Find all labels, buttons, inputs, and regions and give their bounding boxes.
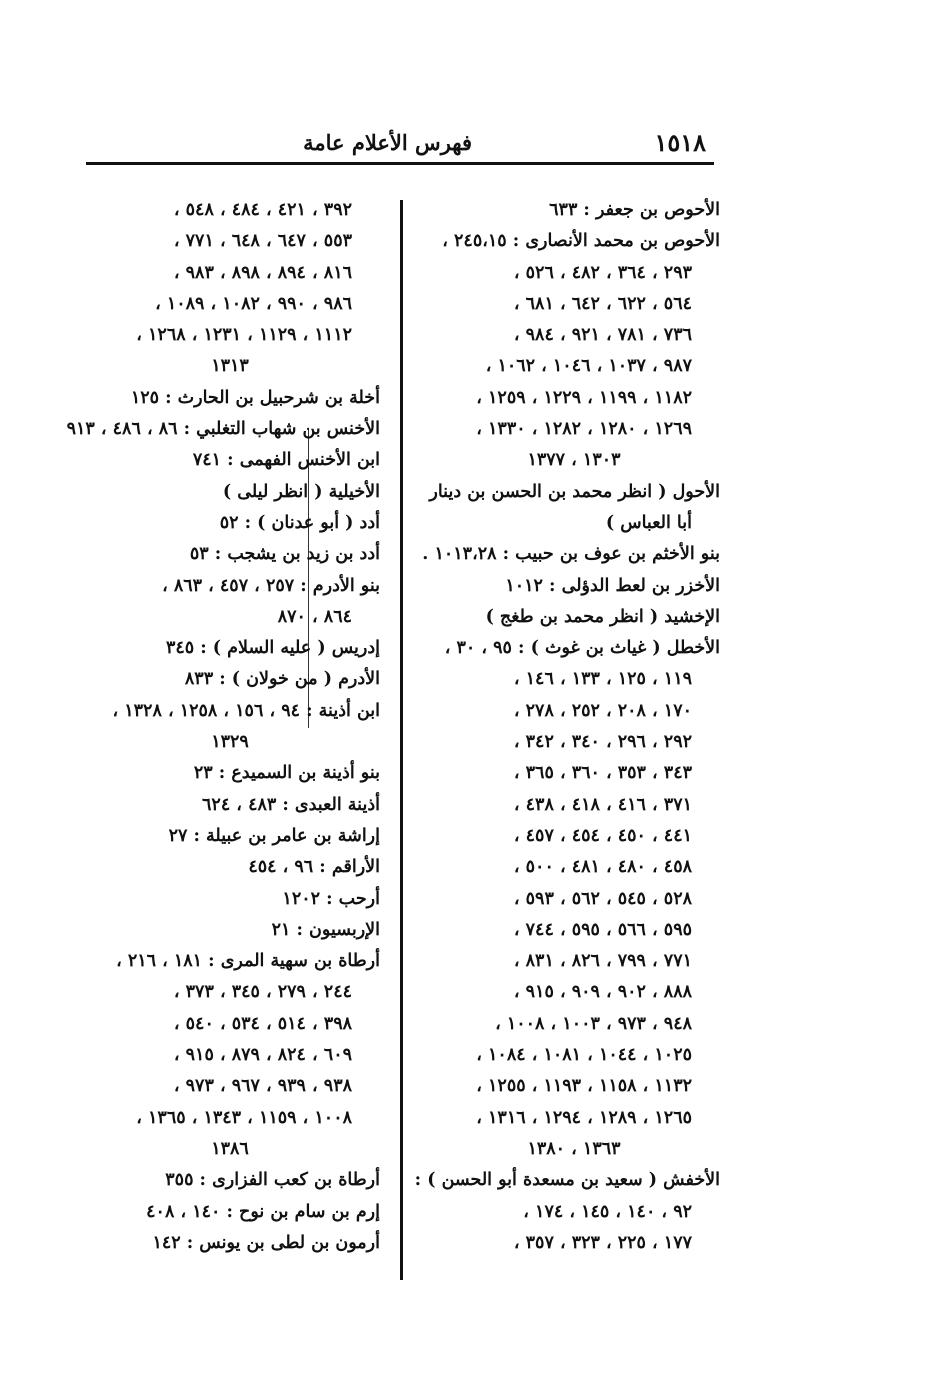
index-column-right [414,195,720,1259]
index-continuation: ٩٣٨ ، ٩٣٩ ، ٩٦٧ ، ٩٧٣ ، [173,1076,352,1097]
index-continuation: ٩٤٨ ، ٩٧٣ ، ١٠٠٣ ، ١٠٠٨ ، [495,1013,692,1034]
index-continuation: ٤٥٨ ، ٤٨٠ ، ٤٨١ ، ٥٠٠ ، [513,857,692,878]
index-continuation: ٢٤٤ ، ٢٧٩ ، ٣٤٥ ، ٣٧٣ ، [173,982,352,1003]
column-divider [400,200,403,1280]
index-entry: أدد بن زيد بن يشجب : ٥٣ [189,544,380,565]
index-entry: أرمون بن لطى بن يونس : ١٤٢ [152,1232,380,1253]
index-continuation: ٣٩٢ ، ٤٢١ ، ٤٨٤ ، ٥٤٨ ، [173,200,352,220]
index-page-ref: ١٣٨٦ [211,1138,249,1159]
index-entry: الأخفش ( سعيد بن مسعدة أبو الحسن ) : [414,1170,720,1191]
index-page-ref: ١٣٢٩ [211,732,249,753]
index-entry: بنو أذينة بن السميدع : ٢٣ [193,763,380,784]
index-entry: إرم بن سام بن نوح : ١٤٠ ، ٤٠٨ [146,1201,380,1222]
index-entry: الأخزر بن لعط الدؤلى : ١٠١٢ [505,575,720,596]
index-entry: الأحول ( انظر محمد بن الحسن بن دينار [429,481,720,502]
index-entry: أرطاة بن كعب الفزارى : ٣٥٥ [165,1170,380,1191]
index-continuation: ٥٩٥ ، ٥٦٦ ، ٥٩٥ ، ٧٤٤ ، [513,919,692,940]
index-continuation: ١١٣٢ ، ١١٥٨ ، ١١٩٣ ، ١٢٥٥ ، [476,1076,692,1097]
index-entry: الأخطل ( غياث بن غوث ) : ٩٥ ، ٣٠ ، [444,638,720,659]
index-continuation: ٢٩٢ ، ٢٩٦ ، ٣٤٠ ، ٣٤٢ ، [513,732,692,753]
index-continuation: ٩٨٧ ، ١٠٣٧ ، ١٠٤٦ ، ١٠٦٢ ، [485,356,692,377]
index-page-ref: ١٣٦٣ ، ١٣٨٠ [527,1138,621,1159]
header-rule [86,162,714,165]
index-continuation: ١٧٧ ، ٢٢٥ ، ٣٢٣ ، ٣٥٧ ، [513,1232,692,1253]
index-continuation: ١١٨٢ ، ١١٩٩ ، ١٢٢٩ ، ١٢٥٩ ، [476,387,692,408]
index-continuation: ١٠٠٨ ، ١١٥٩ ، ١٣٤٣ ، ١٣٦٥ ، [136,1107,352,1128]
index-continuation: ٥٦٤ ، ٦٢٢ ، ٦٤٢ ، ٦٨١ ، [513,293,692,314]
index-entry: ابن أذينة : ٩٤ ، ١٥٦ ، ١٢٥٨ ، ١٣٢٨ ، [112,700,380,721]
index-continuation: ١٢٦٩ ، ١٢٨٠ ، ١٢٨٢ ، ١٣٣٠ ، [476,419,692,440]
index-continuation: ٨٨٨ ، ٩٠٢ ، ٩٠٩ ، ٩١٥ ، [513,982,692,1003]
index-entry: الأخيلية ( انظر ليلى ) [222,481,380,502]
index-continuation: ٩٢ ، ١٤٠ ، ١٤٥ ، ١٧٤ ، [523,1201,692,1222]
index-continuation: ٥٥٣ ، ٦٤٧ ، ٦٤٨ ، ٧٧١ ، [173,231,352,252]
index-continuation: ١٢٦٥ ، ١٢٨٩ ، ١٢٩٤ ، ١٣١٦ ، [476,1107,692,1128]
index-entry: أرحب : ١٢٠٢ [282,888,380,909]
running-title: فهرس الأعلام عامة [303,130,472,155]
index-continuation: ٨١٦ ، ٨٩٤ ، ٨٩٨ ، ٩٨٣ ، [173,262,352,283]
index-continuation: ٩٨٦ ، ٩٩٠ ، ١٠٨٢ ، ١٠٨٩ ، [155,293,352,314]
index-continuation: ٨٦٤ ، ٨٧٠ [277,606,352,627]
index-continuation: ٥٢٨ ، ٥٤٥ ، ٥٦٢ ، ٥٩٣ ، [513,888,692,909]
index-entry: الإخشيد ( انظر محمد بن طغج ) [485,606,720,627]
index-entry: أرطاة بن سهية المرى : ١٨١ ، ٢١٦ ، [116,951,380,972]
index-entry: الإربسيون : ٢١ [271,919,380,940]
index-entry: الأحوص بن محمد الأنصارى : ٢٤٥،١٥ ، [442,231,720,252]
index-entry: إراشة بن عامر بن عبيلة : ٢٧ [168,825,380,846]
index-entry: الأخنس بن شهاب التغلبي : ٨٦ ، ٤٨٦ ، ٩١٣ [66,419,380,440]
index-entry: أدد ( أبو عدنان ) : ٥٢ [219,512,380,533]
page-header [88,128,710,162]
index-continuation: ٧٣٦ ، ٧٨١ ، ٩٢١ ، ٩٨٤ ، [513,325,692,346]
index-continuation: ١٧٠ ، ٢٠٨ ، ٢٥٢ ، ٢٧٨ ، [513,700,692,721]
index-entry: أذينة العبدى : ٤٨٣ ، ٦٢٤ [202,794,380,815]
index-continuation: ٣٩٨ ، ٥١٤ ، ٥٣٤ ، ٥٤٠ ، [173,1013,352,1034]
index-column-left [66,195,380,1259]
index-continuation: ١١٩ ، ١٢٥ ، ١٣٣ ، ١٤٦ ، [513,669,692,690]
index-continuation: ١٠٢٥ ، ١٠٤٤ ، ١٠٨١ ، ١٠٨٤ ، [476,1045,692,1066]
index-entry: إدريس ( عليه السلام ) : ٣٤٥ [165,638,380,659]
index-continuation: ٧٧١ ، ٧٩٩ ، ٨٢٦ ، ٨٣١ ، [513,951,692,972]
index-entry: بنو الأخثم بن عوف بن حبيب : ١٠١٣،٢٨ . [422,544,720,565]
index-entry: أخلة بن شرحبيل بن الحارث : ١٢٥ [130,387,380,408]
index-entry: الأراقم : ٩٦ ، ٤٥٤ [248,857,380,878]
index-continuation: ١١١٢ ، ١١٢٩ ، ١٢٣١ ، ١٢٦٨ ، [136,325,352,346]
index-entry: ابن الأخنس الفهمى : ٧٤١ [192,450,380,471]
index-entry: بنو الأدرم : ٢٥٧ ، ٤٥٧ ، ٨٦٣ ، [162,575,380,596]
index-page-ref: ١٣١٣ [211,356,249,377]
index-entry: الأحوص بن جعفر : ٦٣٣ [549,200,720,220]
index-continuation: ٣٧١ ، ٤١٦ ، ٤١٨ ، ٤٣٨ ، [513,794,692,815]
index-continuation: أبا العباس ) [605,512,692,533]
index-continuation: ٦٠٩ ، ٨٢٤ ، ٨٧٩ ، ٩١٥ ، [173,1045,352,1066]
index-page-ref: ١٣٠٣ ، ١٣٧٧ [527,450,621,471]
index-continuation: ٢٩٣ ، ٣٦٤ ، ٤٨٢ ، ٥٢٦ ، [513,262,692,283]
index-continuation: ٣٤٣ ، ٣٥٣ ، ٣٦٠ ، ٣٦٥ ، [513,763,692,784]
page-number: ١٥١٨ [654,128,706,157]
index-entry: الأدرم ( من خولان ) : ٨٣٣ [184,669,380,690]
index-continuation: ٤٤١ ، ٤٥٠ ، ٤٥٤ ، ٤٥٧ ، [513,825,692,846]
